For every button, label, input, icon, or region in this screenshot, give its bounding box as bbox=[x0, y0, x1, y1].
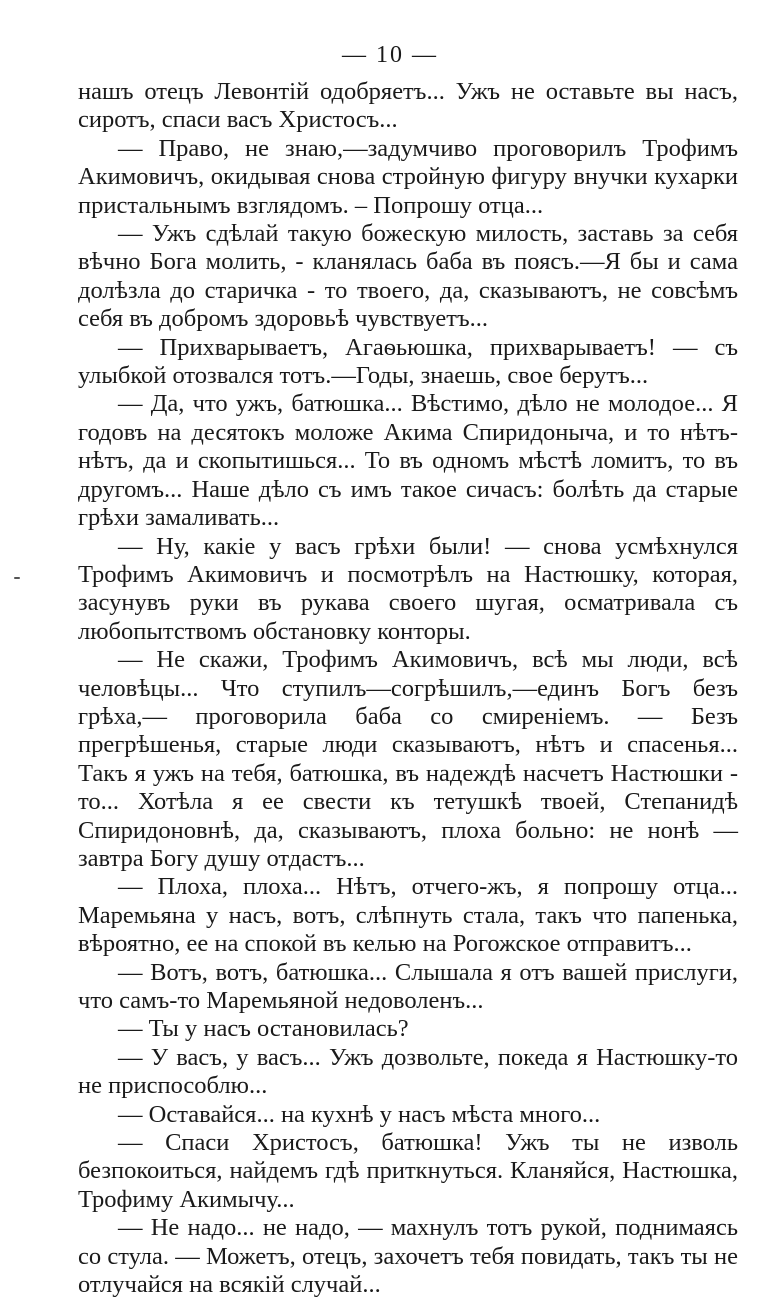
paragraph: — Прихварываетъ, Агаѳьюшка, прихварываетъ! — съ улыбкой отозвался тотъ.—Годы, знаешь, свое берутъ... bbox=[78, 333, 738, 390]
body-text bbox=[78, 78, 738, 1299]
paragraph: — Ты у насъ остановилась? bbox=[118, 1015, 409, 1043]
page-number: — 10 — bbox=[342, 42, 438, 68]
scan-speck bbox=[14, 577, 20, 579]
paragraph: нашъ отецъ Левонтій одобряетъ... Ужъ не оставьте вы насъ, сиротъ, спаси васъ Христосъ... bbox=[78, 78, 738, 134]
paragraph: — Ужъ сдѣлай такую божескую милость, заставь за себя вѣчно Бога молить, - кланялась баба въ поясъ.—Я бы и сама долѣзла до старичка - то твоего, да, сказываютъ, не совсѣмъ себя въ добромъ здоровьѣ чувствуетъ... bbox=[78, 220, 738, 333]
paragraph: — У васъ, у васъ... Ужъ дозвольте, покеда я Настюшку-то не приспособлю... bbox=[78, 1043, 738, 1100]
paragraph: — Ну, какіе у васъ грѣхи были! — снова усмѣхнулся Трофимъ Акимовичъ и посмотрѣлъ на Настюшку, которая, засунувъ руки въ рукава своего шугая, осматривала съ любопытствомъ обстановку конторы. bbox=[78, 532, 738, 645]
paragraph: — Оставайся... на кухнѣ у насъ мѣста много... bbox=[118, 1100, 601, 1128]
paragraph: — Право, не знаю,—задумчиво проговорилъ Трофимъ Акимовичъ, окидывая снова стройную фигуру внучки кухарки пристальнымъ взглядомъ. – Попрошу отца... bbox=[78, 134, 738, 219]
paragraph: — Плоха, плоха... Нѣтъ, отчего-жъ, я попрошу отца... Маремьяна у насъ, вотъ, слѣпнуть стала, такъ что папенька, вѣроятно, ее на спокой въ келью на Рогожское отправитъ... bbox=[78, 873, 738, 958]
paragraph: — Не надо... не надо, — махнулъ тотъ рукой, поднимаясь со стула. — Можетъ, отецъ, захочетъ тебя повидать, такъ ты не отлучайся на всякій случай... bbox=[78, 1214, 738, 1299]
paragraph: — Да, что ужъ, батюшка... Вѣстимо, дѣло не молодое... Я годовъ на десятокъ моложе Акима Спиридоныча, и то нѣтъ-нѣтъ, да и скопытишься... То въ одномъ мѣстѣ ломитъ, то въ другомъ... Наше дѣло съ имъ такое сичасъ: болѣть да старые грѣхи замаливать... bbox=[78, 390, 738, 532]
paragraph: — Спаси Христосъ, батюшка! Ужъ ты не изволь безпокоиться, найдемъ гдѣ приткнуться. Кланяйся, Настюшка, Трофиму Акимычу... bbox=[78, 1129, 738, 1213]
paragraph: — Вотъ, вотъ, батюшка... Слышала я отъ вашей прислуги, что самъ-то Маремьяной недоволенъ... bbox=[78, 958, 738, 1014]
paragraph: — Не скажи, Трофимъ Акимовичъ, всѣ мы люди, всѣ человѣцы... Что ступилъ—согрѣшилъ,—единъ Богъ безъ грѣха,— проговорила баба со смиреніемъ. — Безъ прегрѣшенья, старые люди сказываютъ, нѣтъ и спасенья... Такъ я ужъ на тебя, батюшка, въ надеждѣ насчетъ Настюшки - то... Хотѣла я ее свести къ тетушкѣ твоей, Степанидѣ Спиридоновнѣ, да, сказываютъ, плоха больно: не нонѣ — завтра Богу душу отдастъ... bbox=[78, 646, 738, 872]
